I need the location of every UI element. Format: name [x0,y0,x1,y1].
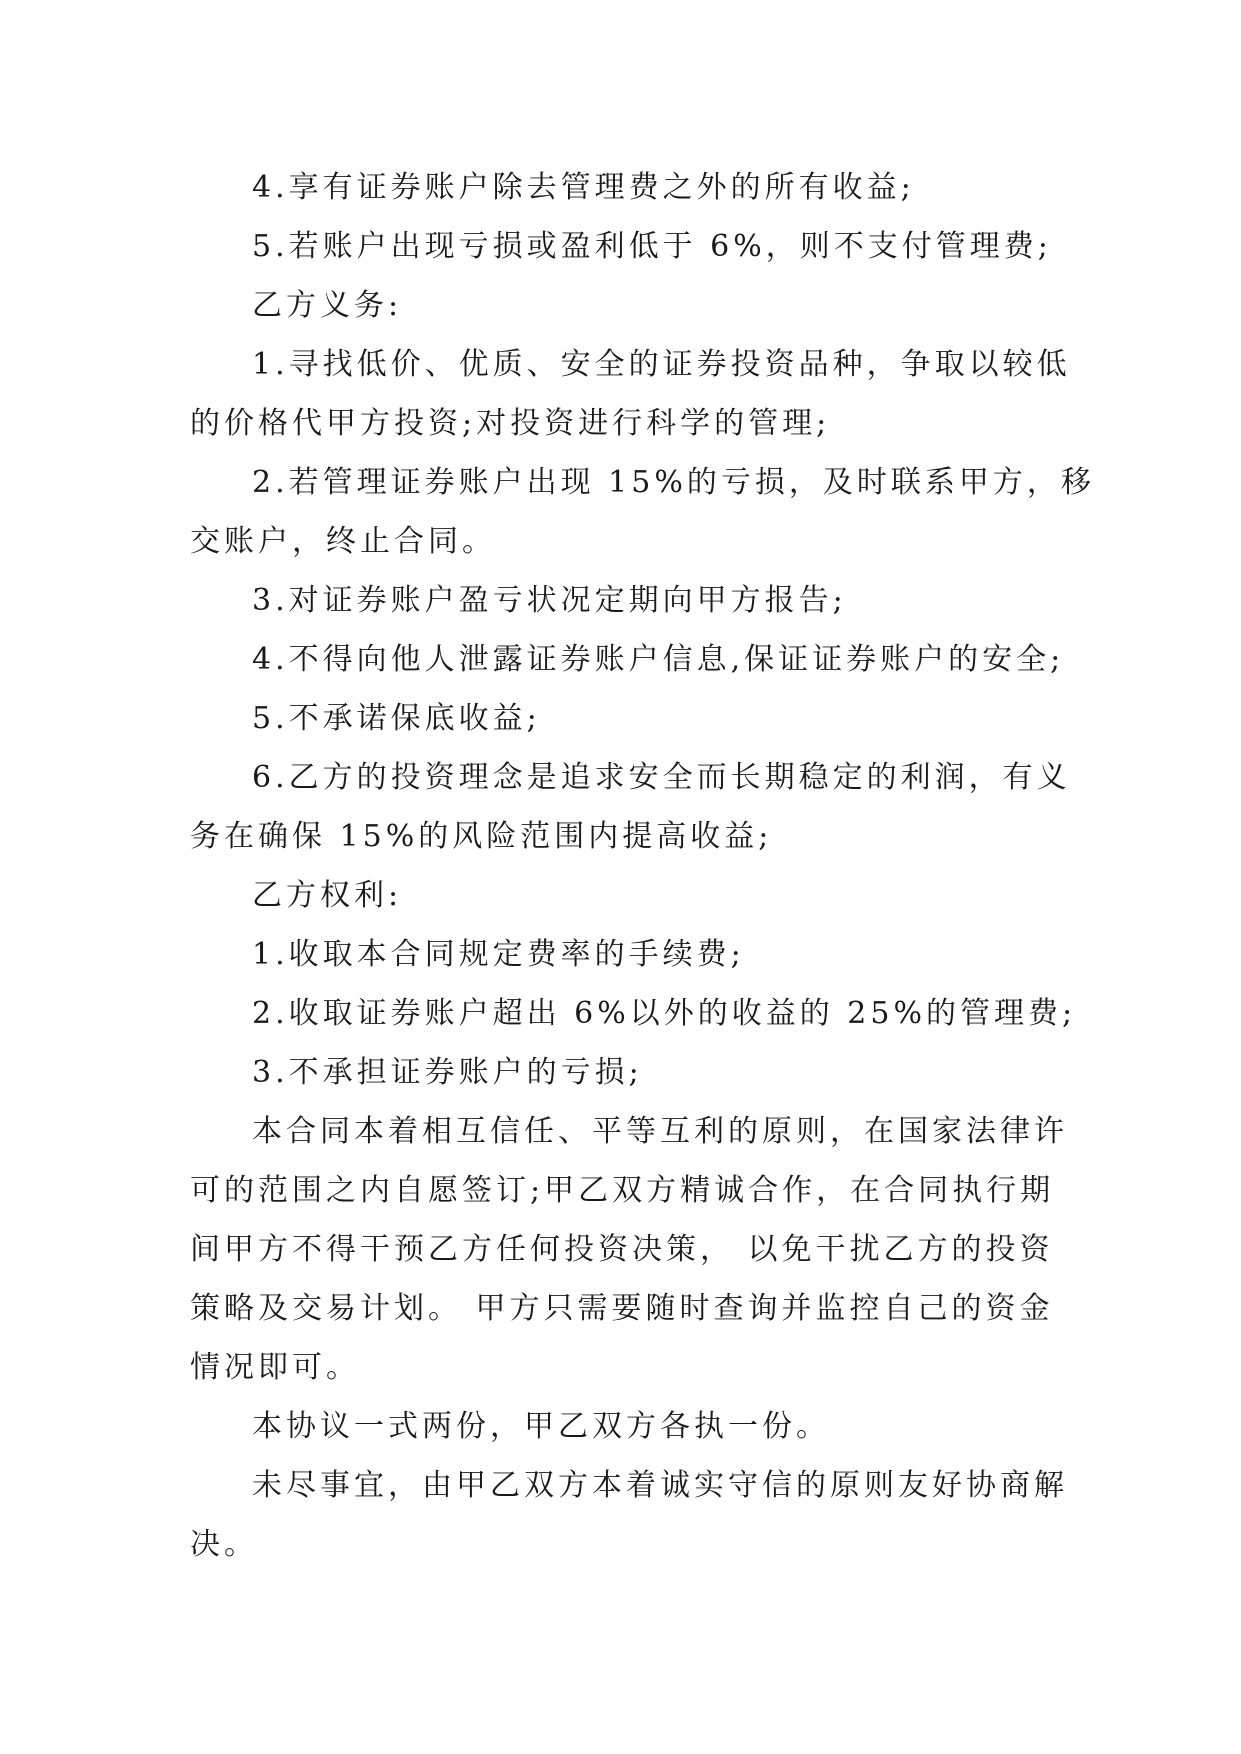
paragraph [190,158,1052,217]
paragraph [190,689,1052,748]
text-line: 1.收取本合同规定费率的手续费; [252,937,745,972]
text-line: 本合同本着相互信任、平等互利的原则，在国家法律许 [252,1114,1068,1149]
paragraph [190,571,1052,630]
document-body [190,158,1095,1574]
paragraph [190,1043,1052,1102]
paragraph [190,1456,1068,1574]
text-line: 3.不承担证券账户的亏损; [252,1055,643,1090]
text-line: 可的范围之内自愿签订;甲乙双方精诚合作，在合同执行期 [190,1173,1055,1208]
text-line: 2.若管理证券账户出现 15%的亏损，及时联系甲方，移 [252,465,1095,500]
text-line: 策略及交易计划。 甲方只需要随时查询并监控自己的资金 [190,1291,1054,1326]
text-line: 6.乙方的投资理念是追求安全而长期稳定的利润，有义 [252,760,1071,795]
paragraph [190,630,1065,689]
paragraph [190,1102,1068,1397]
text-line: 5.若账户出现亏损或盈利低于 6%，则不支付管理费; [252,229,1052,264]
text-line: 的价格代甲方投资;对投资进行科学的管理; [190,406,831,441]
paragraph [190,925,1052,984]
text-line: 间甲方不得干预乙方任何投资决策， 以免干扰乙方的投资 [190,1232,1054,1267]
text-line: 本协议一式两份，甲乙双方各执一份。 [252,1409,830,1444]
text-line: 乙方义务: [252,288,403,323]
text-line: 未尽事宜，由甲乙双方本着诚实守信的原则友好协商解 [252,1468,1068,1503]
paragraph [190,276,1052,335]
paragraph [190,866,1052,925]
text-line: 2.收取证券账户超出 6%以外的收益的 25%的管理费; [252,996,1077,1031]
text-line: 务在确保 15%的风险范围内提高收益; [190,819,773,854]
text-line: 1.寻找低价、优质、安全的证券投资品种，争取以较低 [252,347,1071,382]
document-page [190,158,1095,1574]
text-line: 情况即可。 [190,1350,360,1385]
paragraph [190,1397,1052,1456]
paragraph [190,453,1095,571]
paragraph [190,335,1071,453]
text-line: 5.不承诺保底收益; [252,701,541,736]
text-line: 4.不得向他人泄露证券账户信息,保证证券账户的安全; [252,642,1065,677]
text-line: 交账户，终止合同。 [190,524,496,559]
paragraph [190,217,1052,276]
paragraph [190,984,1077,1043]
text-line: 乙方权利: [252,878,403,913]
paragraph [190,748,1071,866]
text-line: 决。 [190,1527,258,1562]
text-line: 4.享有证券账户除去管理费之外的所有收益; [252,170,915,205]
text-line: 3.对证券账户盈亏状况定期向甲方报告; [252,583,847,618]
